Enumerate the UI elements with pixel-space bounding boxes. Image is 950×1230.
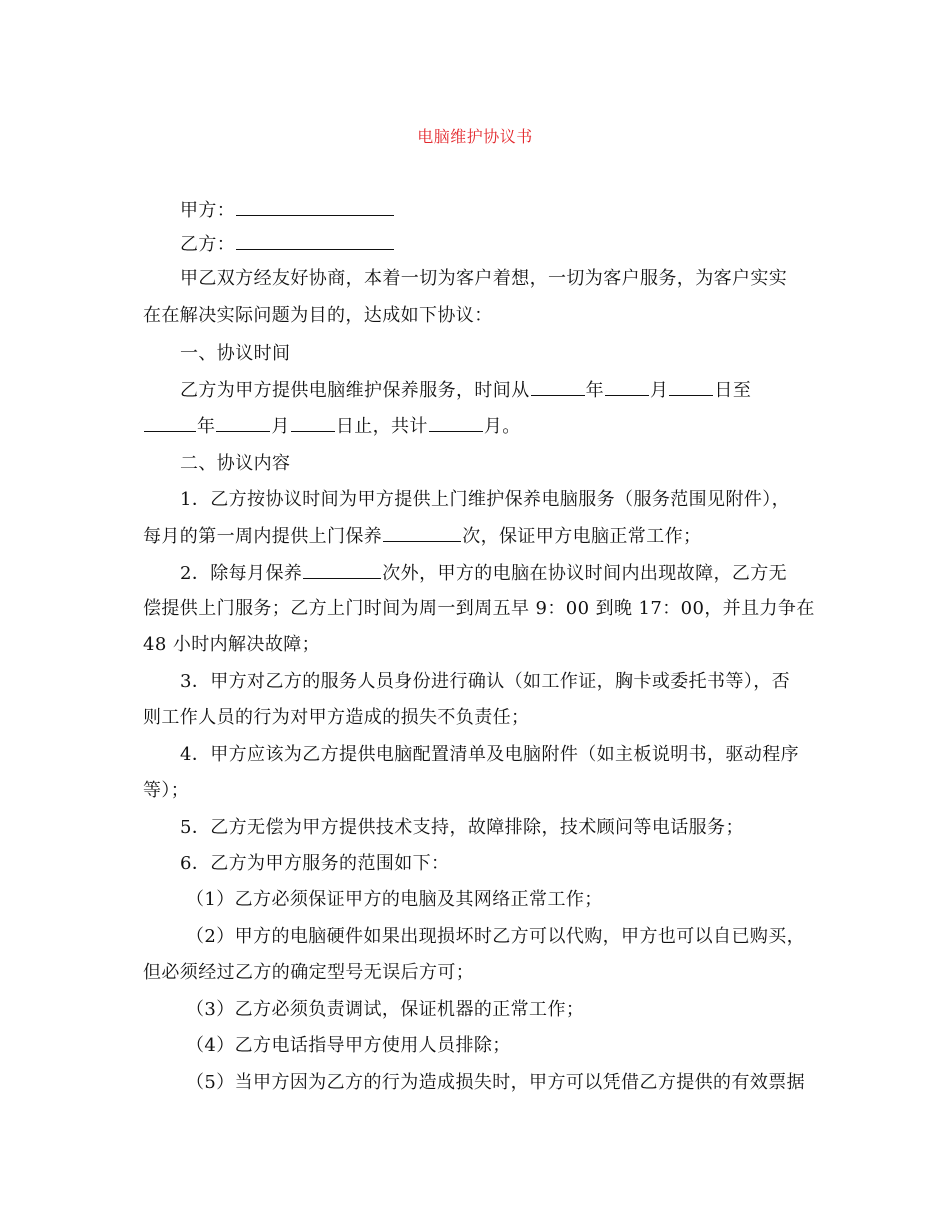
end-total-text: 日止，共计 [335, 416, 428, 437]
item-1-line-1: 1．乙方按协议时间为甲方提供上门维护保养电脑服务（服务范围见附件）， [180, 489, 791, 510]
party-b-label: 乙方： [180, 234, 236, 255]
party-a-blank [236, 197, 394, 216]
months-label: 月。 [483, 416, 521, 437]
section-1-line-1 [180, 377, 751, 404]
end-month-blank [216, 413, 270, 432]
item-3-line-2: 则工作人员的行为对甲方造成的损失不负责任； [143, 707, 530, 728]
item-1-text-a: 每月的第一周内提供上门保养 [143, 526, 383, 547]
item-1-line-2 [143, 523, 701, 550]
sub-item-2-line-2: 但必须经过乙方的确定型号无误后方可； [143, 962, 475, 983]
term-from-text: 乙方为甲方提供电脑维护保养服务，时间从 [180, 380, 530, 401]
party-b-line [180, 231, 395, 258]
start-year-blank [531, 377, 585, 396]
party-a-label: 甲方： [180, 200, 236, 221]
item-2-line-3: 48 小时内解决故障； [143, 634, 321, 655]
item-6: 6．乙方为甲方服务的范围如下： [180, 853, 450, 874]
section-2-heading: 二、协议内容 [180, 453, 291, 474]
year-label: 年 [585, 380, 605, 401]
section-1-line-2 [143, 413, 521, 440]
sub-item-3: （3）乙方必须负责调试，保证机器的正常工作； [186, 999, 585, 1020]
start-month-blank [605, 377, 649, 396]
month-label: 月 [650, 380, 669, 401]
intro-line-2: 在在解决实际问题为目的，达成如下协议： [143, 305, 493, 326]
sub-item-2-line-1: （2）甲方的电脑硬件如果出现损坏时乙方可以代购，甲方也可以自已购买， [186, 926, 806, 947]
section-1-heading: 一、协议时间 [180, 343, 291, 364]
end-year-blank [144, 413, 196, 432]
item-2-line-2: 偿提供上门服务；乙方上门时间为周一到周五早 9：00 到晚 17：00，并且力争在 [143, 598, 815, 619]
item-2-text-a: 2．除每月保养 [180, 563, 303, 584]
monthly-maintenance-blank [303, 560, 381, 579]
end-day-blank [291, 413, 335, 432]
month-label: 月 [271, 416, 290, 437]
day-to-label: 日至 [714, 380, 752, 401]
item-5: 5．乙方无偿为甲方提供技术支持，故障排除，技术顾问等电话服务； [180, 817, 744, 838]
item-4-line-2: 等）； [143, 780, 190, 801]
item-4-line-1: 4．甲方应该为乙方提供电脑配置清单及电脑附件（如主板说明书，驱动程序 [180, 744, 800, 765]
sub-item-5: （5）当甲方因为乙方的行为造成损失时，甲方可以凭借乙方提供的有效票据 [186, 1072, 806, 1093]
item-3-line-1: 3．甲方对乙方的服务人员身份进行确认（如工作证，胸卡或委托书等），否 [180, 671, 791, 692]
document-title: 电脑维护协议书 [417, 127, 533, 146]
party-b-blank [236, 231, 394, 250]
item-2-text-b: 次外，甲方的电脑在协议时间内出现故障，乙方无 [382, 563, 788, 584]
party-a-line [180, 197, 395, 224]
item-1-text-b: 次，保证甲方电脑正常工作； [462, 526, 702, 547]
year-label: 年 [197, 416, 216, 437]
sub-item-1: （1）乙方必须保证甲方的电脑及其网络正常工作； [186, 889, 603, 910]
total-months-blank [429, 413, 483, 432]
item-2-line-1 [180, 560, 787, 587]
sub-item-4: （4）乙方电话指导甲方使用人员排除； [186, 1035, 511, 1056]
start-day-blank [669, 377, 713, 396]
visits-per-month-blank [383, 523, 461, 542]
intro-line-1: 甲乙双方经友好协商，本着一切为客户着想，一切为客户服务，为客户实实 [180, 268, 788, 289]
